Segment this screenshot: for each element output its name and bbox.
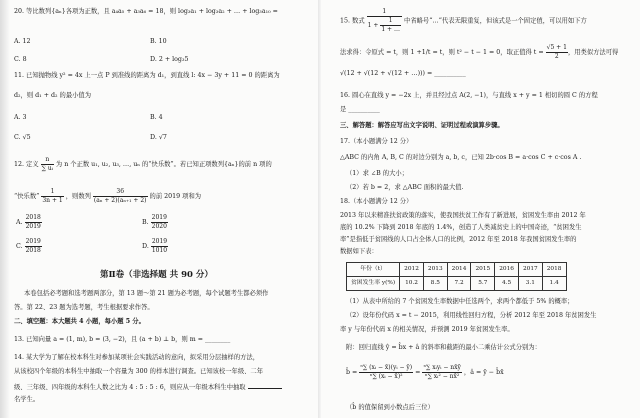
- section-title: 第Ⅱ卷（非选择题 共 90 分）: [100, 270, 213, 280]
- q18-formula-note: 附：回归直线 ŷ = b̂x + â 的斜率和截距的最小二乘估计公式分别为：: [346, 344, 541, 351]
- q14-line1: 14. 某大学为了解在校本科生对参加某项社会实践活动的意向，拟采用分层抽样的方法，: [14, 354, 260, 361]
- q18-part2a: （2）设年份代码 x = t − 2015，利用线性回归方程，分析 2012 年至 2018 年贫困发生: [346, 312, 597, 319]
- q12-option-a: A. $\frac{2018}{2019}$: [16, 214, 41, 231]
- instructions-line1: 本卷包括必考题和选考题两部分，第 13 题～第 21 题为必考题，每个试题考生都必须作: [24, 290, 269, 297]
- q12-line1: [14, 156, 272, 173]
- q14-line4: 名学生。: [14, 396, 40, 403]
- table-cell: 5.7: [471, 277, 495, 291]
- table-cell: 2018: [542, 263, 566, 277]
- q18-part2b: 率 y 与年份代码 x 的相关情况，并预测 2019 年贫困发生率。: [340, 326, 514, 333]
- q12-option-d: D. $\frac{2019}{1010}$: [142, 238, 168, 255]
- poverty-rate-table: [346, 262, 567, 291]
- part3-heading: 三、解答题：解答应写出文字说明、证明过程或演算步骤。: [340, 122, 504, 129]
- q20-option-d: D. 2 + log₃5: [150, 56, 189, 63]
- q12-frac1: [41, 188, 63, 205]
- q15-line3: √(12 + √(12 + √(12 + …))) = __________: [340, 70, 466, 77]
- q12-sum-num: n: [41, 156, 54, 165]
- q12-line1-text: 为 n 个正数 u₁, u₂, u₃, …, uₙ 的“快乐数”。若已知正项数列{aₙ}的前 n 项的: [55, 161, 272, 169]
- instructions-line2: 答。第 22、23 题为选考题，考生根据要求作答。: [14, 304, 154, 311]
- q12-frac1-den: 3n + 1: [42, 197, 63, 205]
- page-fold: [318, 0, 321, 418]
- regression-formula: b̂ = $\frac{\text{ⁿ∑ (xᵢ − x̄)(yᵢ − ȳ)}}{\text{ⁿ∑ (xᵢ − x̄)²}}$ = $\frac{\text{ⁿ∑ xᵢyᵢ − nx̄ȳ}}{\text{ⁿ∑ xᵢ² − nx̄²}}$ ，â = ȳ − b̂x̄: [346, 364, 504, 381]
- table-cell: 10.2: [400, 277, 424, 291]
- table-header-rate: 贫困发生率 y(%): [347, 277, 400, 291]
- q11-option-a: A. 3: [14, 114, 27, 121]
- q14-line3: 级、三年级、四年级的本科生人数之比为 4 : 5 : 5 : 6，则应从一年级本科生中抽取: [14, 382, 282, 393]
- q12-line2: [14, 188, 201, 205]
- q12-option-c: C. $\frac{2019}{2018}$: [16, 238, 41, 255]
- table-cell: 1.4: [542, 277, 566, 291]
- q15-line1: [340, 8, 587, 34]
- q12-post: 的前 2019 项和为: [149, 193, 202, 201]
- table-cell: 2017: [518, 263, 542, 277]
- table-cell: 2013: [423, 263, 447, 277]
- table-cell: 3.1: [518, 277, 542, 291]
- table-cell: 2015: [471, 263, 495, 277]
- q18-line1: 2013 年以来精准扶贫政策的落实，使我国扶贫工作有了新进展，贫困发生率由 2012 年: [340, 212, 586, 219]
- q18-part1: （1）从表中所给的 7 个贫困发生率数据中任选两个，求两个都低于 5% 的概率；: [346, 298, 574, 305]
- q11-line2: d₂，则 d₁ + d₂ 的最小值为: [14, 92, 92, 99]
- table-cell: 8.5: [423, 277, 447, 291]
- q18-line4: 数据如下表：: [340, 248, 378, 255]
- q12-option-b: B. $\frac{2019}{2020}$: [142, 214, 167, 231]
- q11-option-b: B. 4: [150, 114, 163, 121]
- q18-heading: 18.（本小题满分 12 分）: [340, 198, 413, 205]
- q17-line1: △ABC 的内角 A, B, C 的对边分别为 a, b, c，已知 2b·cos B = a·cos C + c·cos A .: [340, 154, 582, 161]
- q12-happy-label: “快乐数”: [14, 193, 40, 201]
- q12-prefix: 12. 定义: [14, 161, 39, 169]
- table-cell: 2012: [400, 263, 424, 277]
- q16-line1: 16. 圆心在直线 y = −2x 上，并且经过点 A(2, −1)，与直线 x + y = 1 相切的圆 C 的方程: [340, 92, 598, 99]
- table-header-year: 年份（t）: [347, 263, 400, 277]
- q11-option-d: D. √7: [150, 134, 167, 141]
- q15-line1-text: 中省略号“…”代表无限重复，但该式是一个固定值，可以用如下方: [404, 17, 587, 25]
- q12-frac2-num: 36: [93, 188, 148, 197]
- q14-line2: 从该校四个年级的本科生中抽取一个容量为 300 的样本进行调查。已知该校一年级、二年: [14, 368, 264, 375]
- q11-line1: 11. 已知抛物线 y² = 4x 上一点 P 到准线的距离为 d₁，到直线 l: 4x − 3y + 11 = 0 的距离为: [14, 72, 280, 79]
- q20-option-a: A. 12: [14, 38, 31, 45]
- footnote: （b̂ 的值保留到小数点后三位）: [346, 404, 434, 411]
- q13: 13. 已知向量 a = (1, m), b = (3, −2)，且 (a + b) ⊥ b，则 m = ________: [14, 336, 231, 343]
- q12-frac2-den: (aₙ + 2)(aₙ₊₁ + 2): [93, 197, 147, 205]
- table-cell: 2016: [495, 263, 519, 277]
- right-column: [322, 0, 640, 418]
- q12-mid: ，则数列: [65, 193, 91, 201]
- q12-frac1-num: 1: [41, 188, 63, 197]
- table-cell: 4.5: [495, 277, 519, 291]
- q12-sum-fraction: [41, 156, 54, 173]
- q14-answer-blank: [248, 382, 282, 389]
- part2-heading: 二、填空题：本大题共 4 小题，每小题 5 分。: [14, 318, 145, 325]
- table-cell: 2014: [447, 263, 471, 277]
- left-column: [0, 0, 318, 418]
- q17-part2: （2）若 b = 2，求 △ABC 面积的最大值.: [346, 184, 464, 191]
- q17-part1: （1）求 ∠B 的大小；: [346, 170, 408, 177]
- q16-line2: 是 __________: [340, 106, 380, 113]
- q15-line2: 法求得：令原式 = t，则 1 +1/t = t，则 t² − t − 1 = 0，取正值得 t = $\frac{√5 + 1}{2}$ ，用类似方法可得: [340, 44, 619, 61]
- q12-frac2: [93, 188, 148, 205]
- table-row: [347, 277, 567, 291]
- q17-heading: 17.（本小题满分 12 分）: [340, 138, 413, 145]
- table-cell: 7.2: [447, 277, 471, 291]
- q15-prefix: 15. 数式: [340, 17, 365, 25]
- q20-option-c: C. 8: [14, 56, 27, 63]
- q20-stem: 20. 等比数列{aₙ}各项为正数，且 a₄a₅ + a₃a₆ = 18，则 log₃a₁ + log₃a₂ + … + log₃a₁₀ =: [14, 8, 278, 15]
- table-row: [347, 263, 567, 277]
- q18-line3: 率”是指低于贫困线的人口占全体人口的比例，2012 年至 2018 年我国贫困发生率的: [340, 236, 577, 243]
- q15-continued-fraction: 1 1 + $\frac{1}{1 + \dots}$: [367, 8, 400, 34]
- q11-option-c: C. √5: [14, 134, 31, 141]
- q20-option-b: B. 10: [150, 38, 167, 45]
- q12-sum-den: ∑ uᵢ: [41, 165, 53, 173]
- q18-line2: 底的 10.2% 下降到 2018 年底的 1.4%，创造了人类减贫史上的中国奇迹，“贫困发生: [340, 224, 582, 231]
